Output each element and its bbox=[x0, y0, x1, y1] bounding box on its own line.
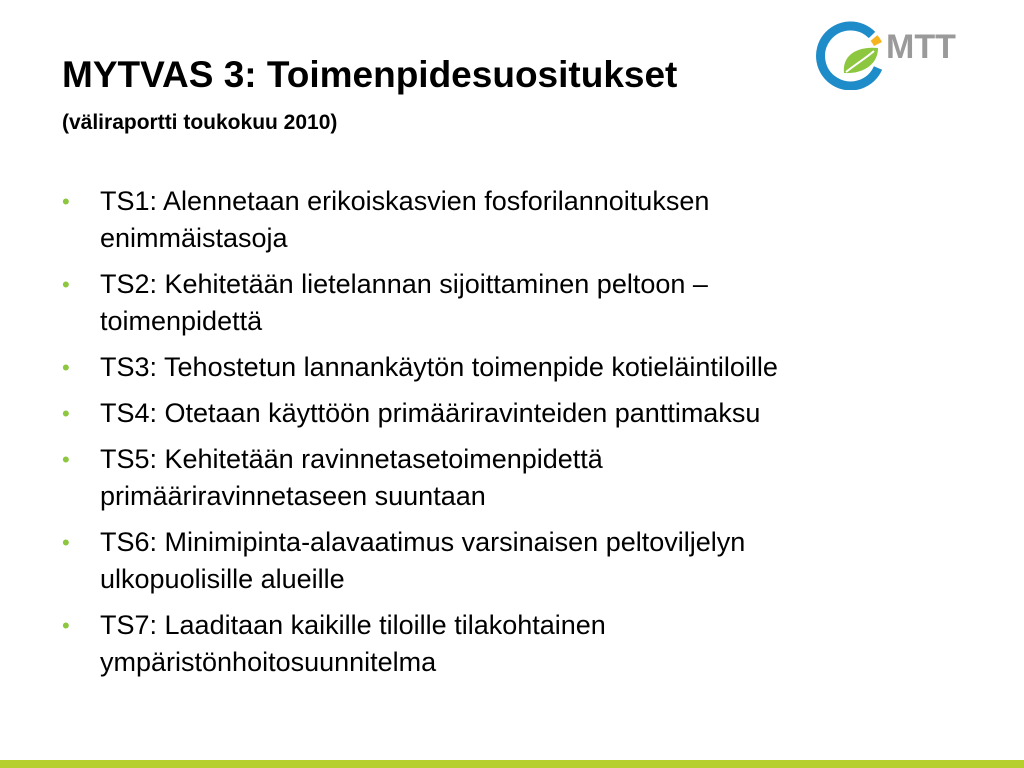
bullet-text-line2: ympäristönhoitosuunnitelma bbox=[100, 647, 437, 677]
bullet-text-line1: TS4: Otetaan käyttöön primääriravinteiden panttimaksu bbox=[100, 398, 761, 428]
bullet-text-line1: TS7: Laaditaan kaikille tiloille tilakohtainen bbox=[100, 610, 606, 640]
bullet-text-line2: primääriravinnetaseen suuntaan bbox=[100, 481, 486, 511]
bullet-text-line1: TS2: Kehitetään lietelannan sijoittaminen peltoon – bbox=[100, 269, 708, 299]
bullet-item bbox=[62, 441, 992, 515]
bullet-text-line1: TS3: Tehostetun lannankäytön toimenpide kotieläintiloille bbox=[100, 352, 778, 382]
bullet-item bbox=[62, 183, 992, 257]
slide-subtitle: (väliraportti toukokuu 2010) bbox=[62, 111, 338, 134]
bullet-text-line1: TS5: Kehitetään ravinnetasetoimenpidettä bbox=[100, 444, 603, 474]
bullet-marker: • bbox=[62, 189, 70, 214]
slide-title: MYTVAS 3: Toimenpidesuositukset bbox=[62, 54, 678, 95]
bullet-marker: • bbox=[62, 613, 70, 638]
bullet-text-line1: TS1: Alennetaan erikoiskasvien fosforilannoituksen bbox=[100, 186, 710, 216]
bullet-marker: • bbox=[62, 355, 70, 380]
logo-text: MTT bbox=[886, 28, 956, 66]
bullet-item bbox=[62, 395, 992, 432]
bullet-marker: • bbox=[62, 447, 70, 472]
bullet-marker: • bbox=[62, 272, 70, 297]
bullet-text-line2: ulkopuolisille alueille bbox=[100, 564, 345, 594]
bullet-text-line2: enimmäistasoja bbox=[100, 223, 288, 253]
bullet-item bbox=[62, 607, 992, 681]
bullet-item bbox=[62, 524, 992, 598]
bullet-list bbox=[62, 183, 992, 690]
bottom-accent-bar bbox=[0, 760, 1024, 768]
mtt-logo bbox=[816, 18, 986, 90]
bullet-marker: • bbox=[62, 401, 70, 426]
bullet-item bbox=[62, 266, 992, 340]
mtt-logo-icon bbox=[816, 18, 986, 90]
bullet-item bbox=[62, 349, 992, 386]
bullet-text-line2: toimenpidettä bbox=[100, 306, 263, 336]
bullet-marker: • bbox=[62, 530, 70, 555]
bullet-text-line1: TS6: Minimipinta-alavaatimus varsinaisen peltoviljelyn bbox=[100, 527, 746, 557]
